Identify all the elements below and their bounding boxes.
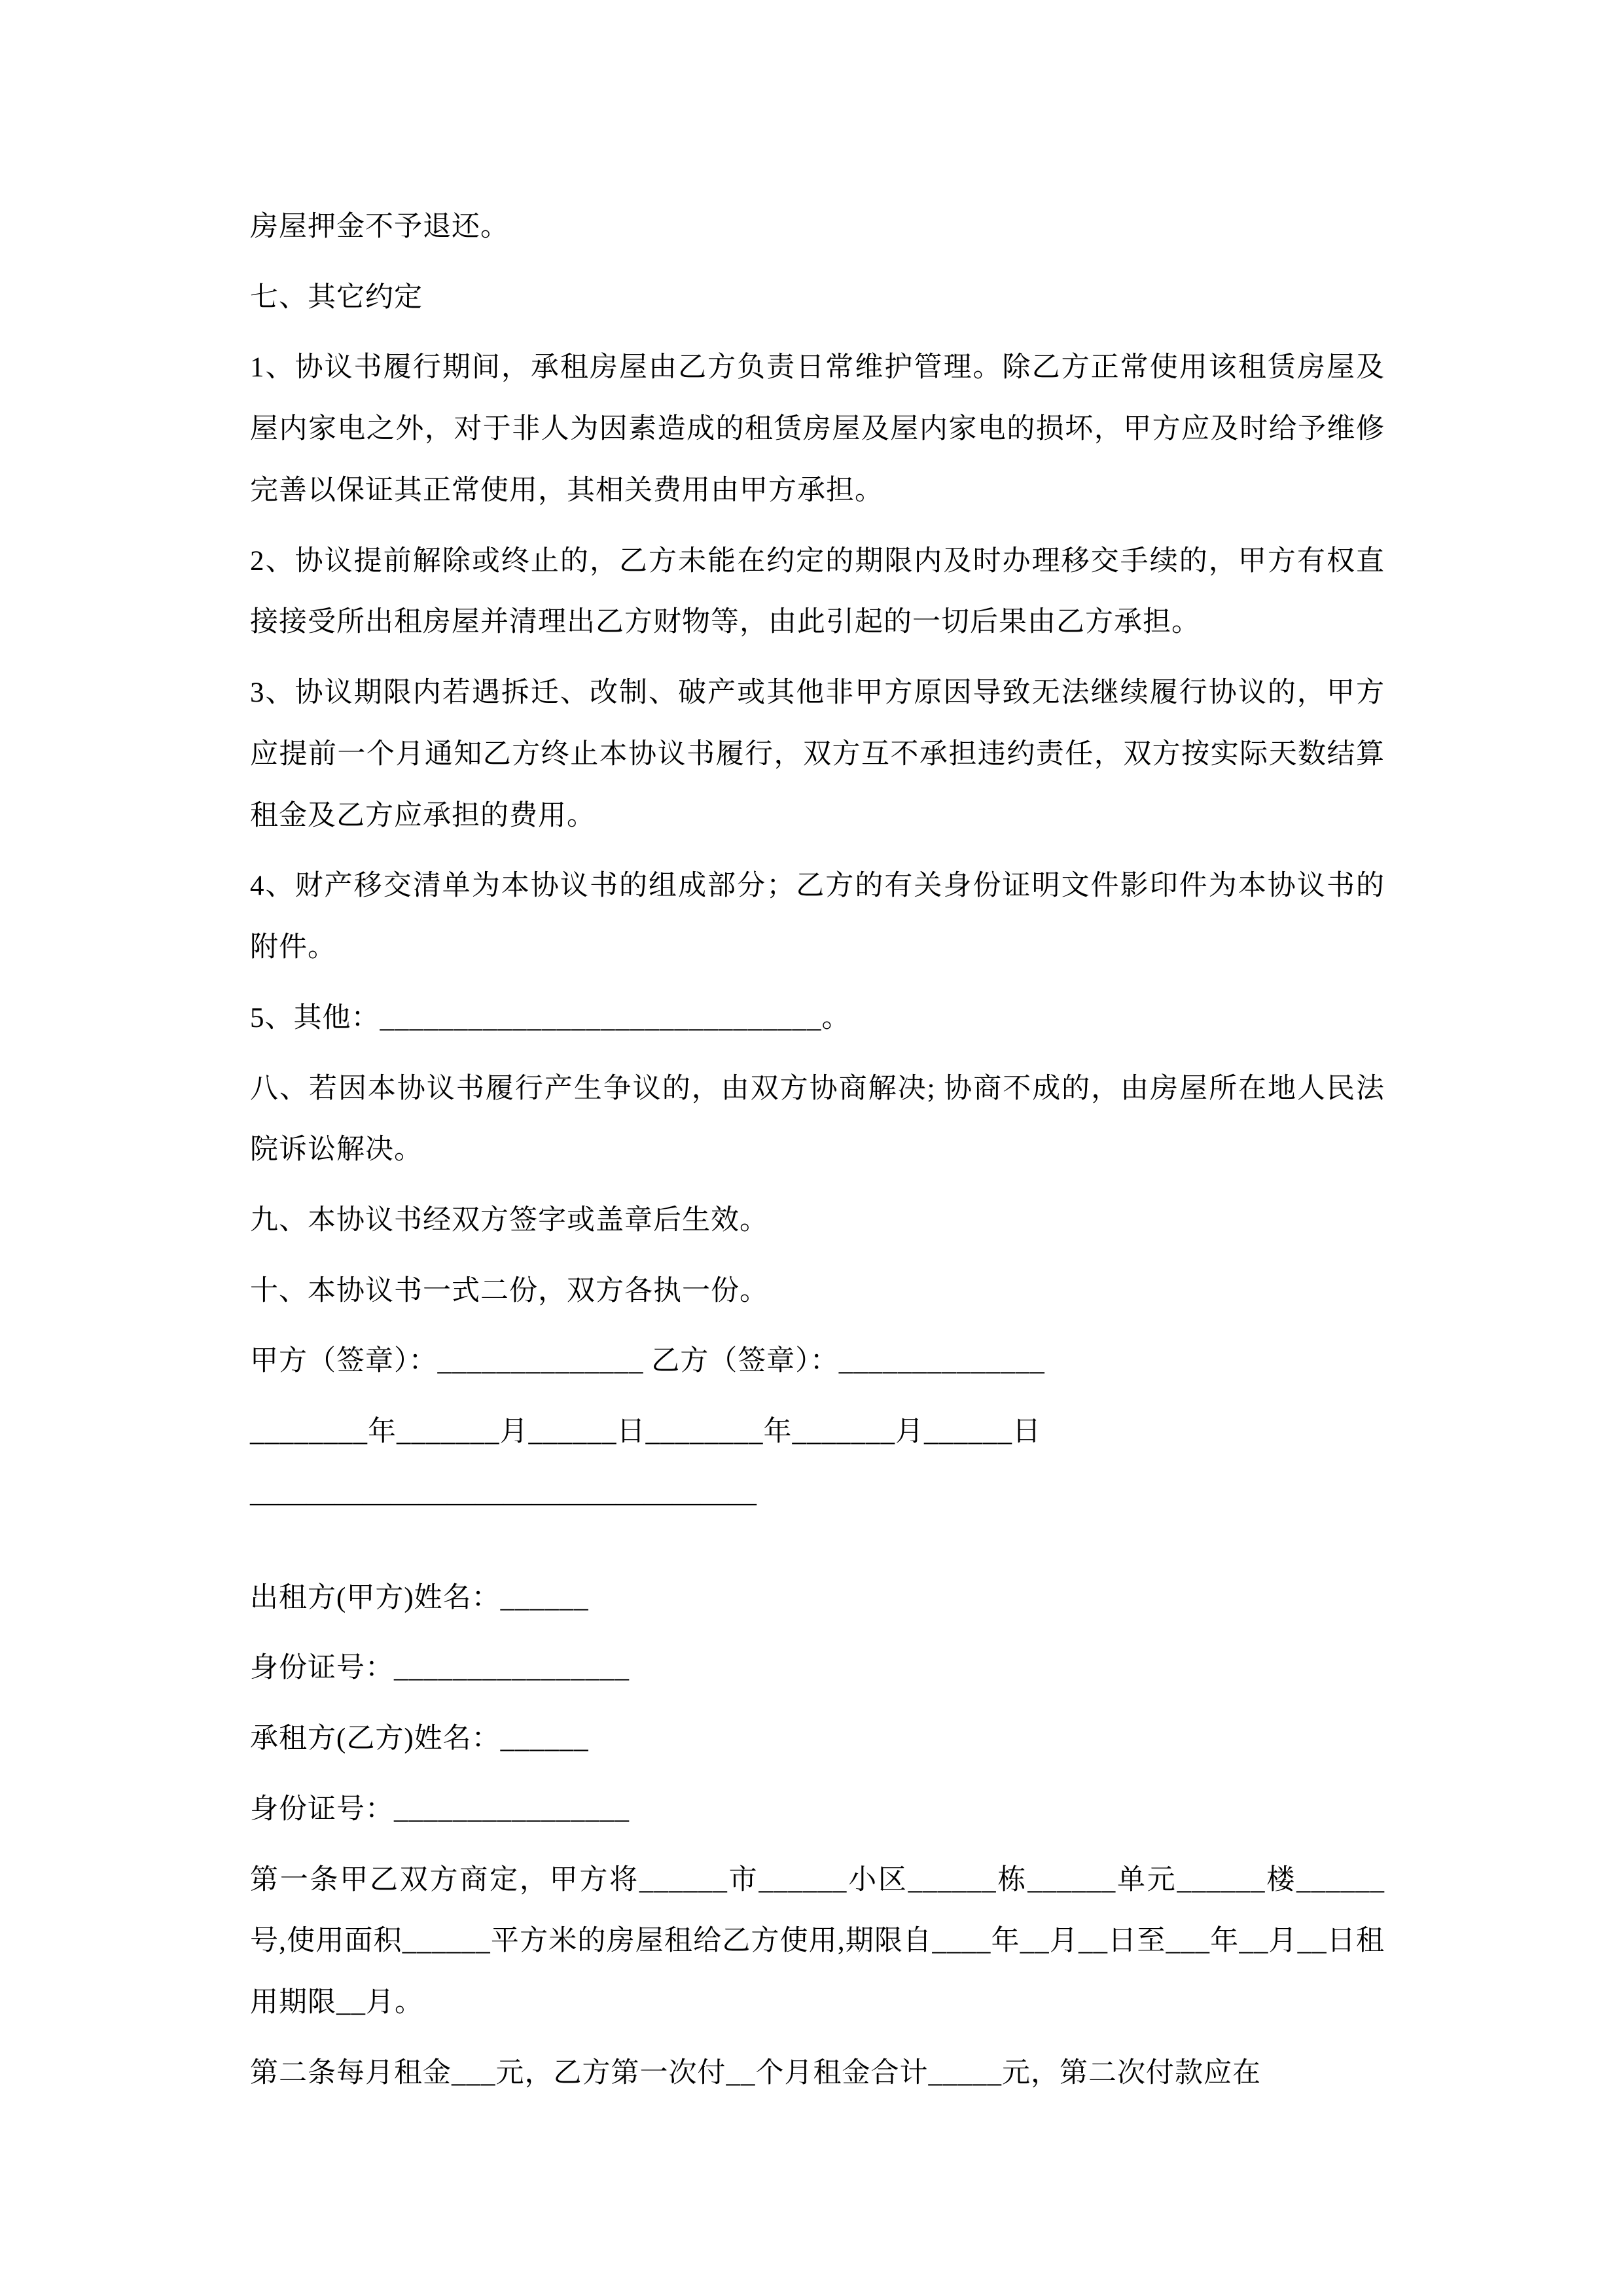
clause-7-2: 2、协议提前解除或终止的，乙方未能在约定的期限内及时办理移交手续的，甲方有权直接接受所出租房屋并清理出乙方财物等，由此引起的一切后果由乙方承担。 (250, 545, 1385, 638)
lessor-id-line: 身份证号：________________ (250, 1653, 630, 1684)
rental-agreement-body (250, 196, 1385, 2104)
clause-7-5: 5、其他：______________________________。 (250, 1002, 851, 1033)
article-one: 第一条甲乙双方商定，甲方将______市______小区______栋______单元______楼______号,使用面积______平方米的房屋租给乙方使用,期限自____年__月__日至___年__月__日租用期限__月。 (250, 1864, 1385, 2018)
lessee-id-line: 身份证号：________________ (250, 1793, 630, 1825)
dash-divider: —————————————————— (250, 1486, 757, 1518)
clause-7-1: 1、协议书履行期间，承租房屋由乙方负责日常维护管理。除乙方正常使用该租赁房屋及屋内家电之外，对于非人为因素造成的租赁房屋及屋内家电的损坏，甲方应及时给予维修完善以保证其正常使用，其相关费用由甲方承担。 (250, 352, 1385, 506)
section-seven-heading: 七、其它约定 (250, 281, 423, 313)
date-line: ________年_______月______日________年_______月______日 (250, 1416, 1041, 1448)
signature-line: 甲方（签章）：______________ 乙方（签章）：______________ (250, 1346, 1045, 1377)
section-ten: 十、本协议书一式二份，双方各执一份。 (250, 1275, 768, 1306)
article-two: 第二条每月租金___元，乙方第一次付__个月租金合计_____元，第二次付款应在 (250, 2057, 1261, 2089)
deposit-note: 房屋押金不予退还。 (250, 211, 509, 242)
section-nine: 九、本协议书经双方签字或盖章后生效。 (250, 1205, 768, 1236)
clause-7-4: 4、财产移交清单为本协议书的组成部分；乙方的有关身份证明文件影印件为本协议书的附件。 (250, 870, 1385, 963)
lessor-name-line: 出租方(甲方)姓名：______ (250, 1582, 589, 1613)
lessee-name-line: 承租方(乙方)姓名：______ (250, 1723, 589, 1755)
clause-7-3: 3、协议期限内若遇拆迁、改制、破产或其他非甲方原因导致无法继续履行协议的，甲方应提前一个月通知乙方终止本协议书履行，双方互不承担违约责任，双方按实际天数结算租金及乙方应承担的费用。 (250, 677, 1385, 831)
section-eight: 八、若因本协议书履行产生争议的，由双方协商解决; 协商不成的，由房屋所在地人民法院诉讼解决。 (250, 1073, 1385, 1166)
